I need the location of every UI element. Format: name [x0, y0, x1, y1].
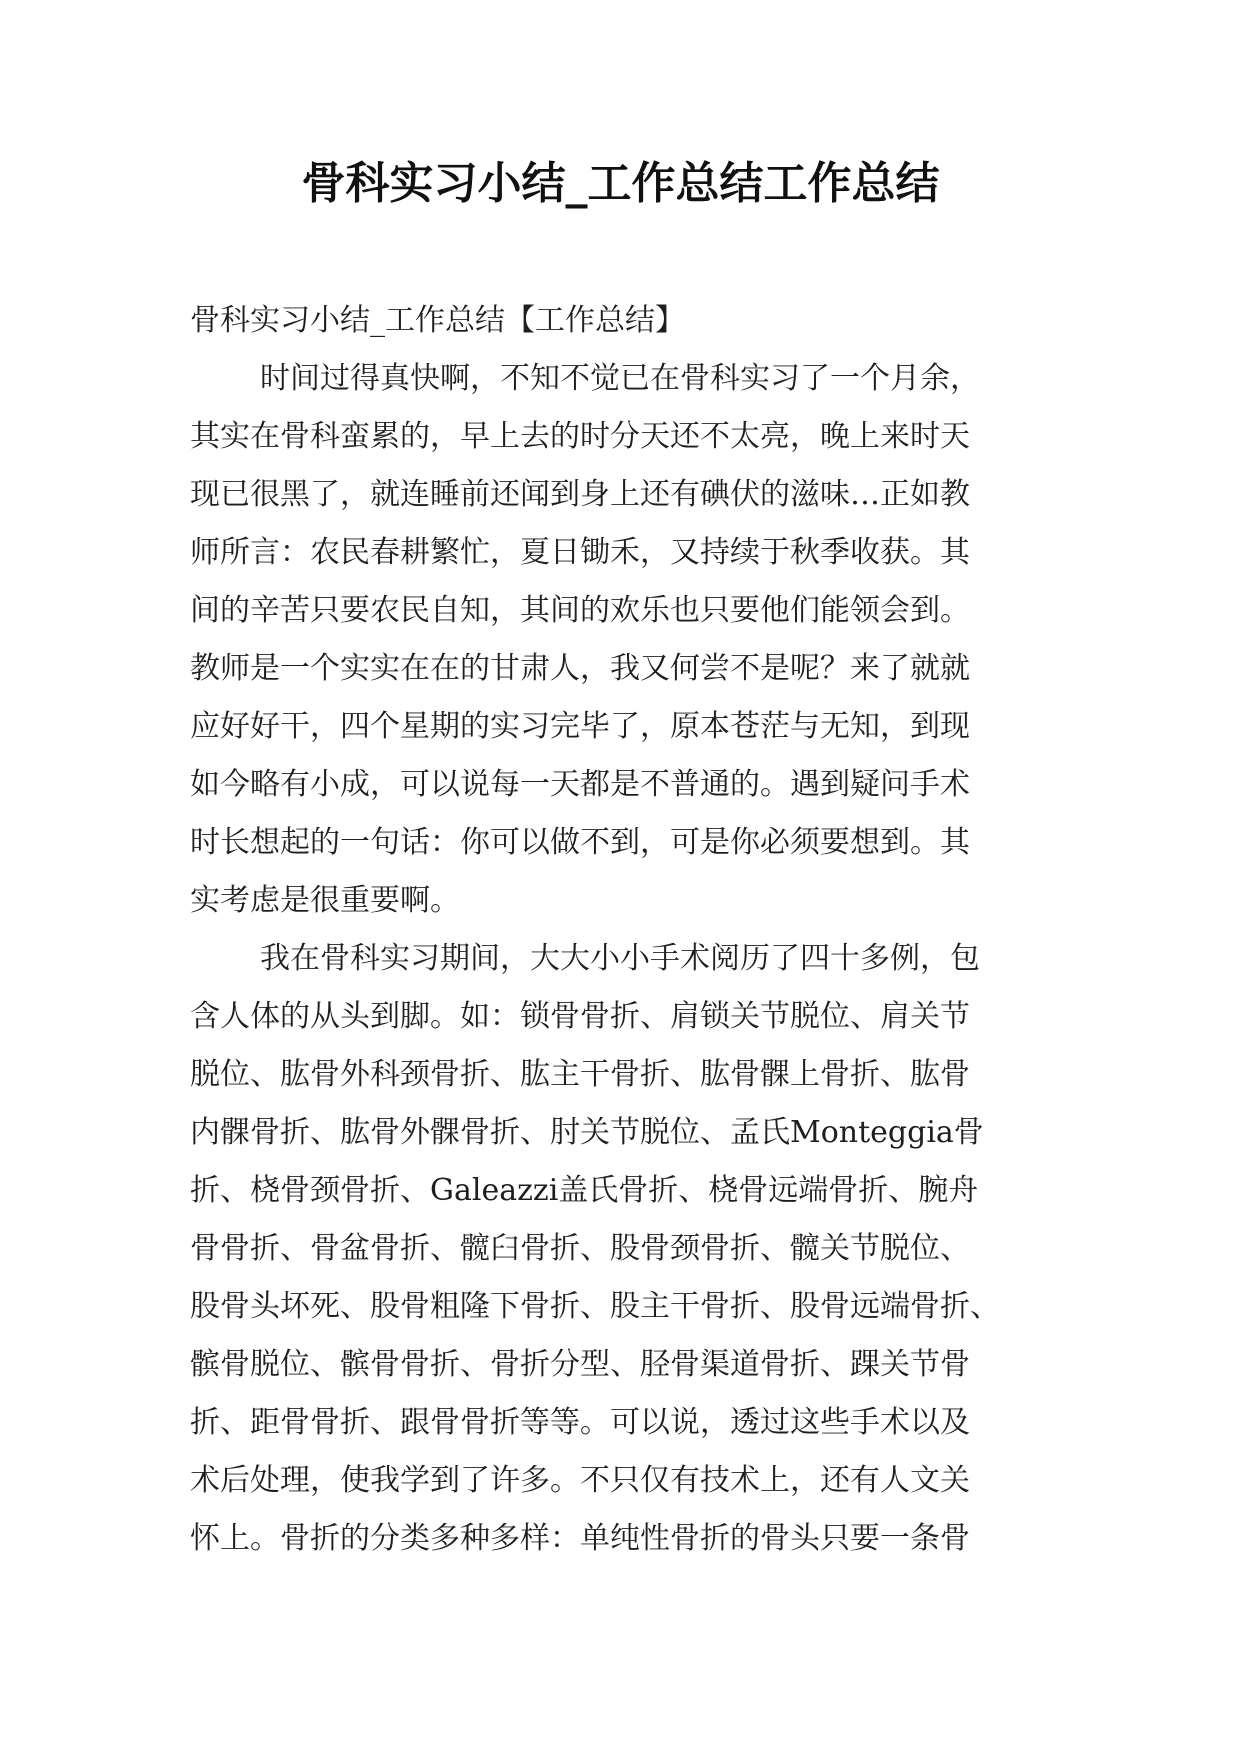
paragraph-1-line-4: 师所言：农民春耕繁忙，夏日锄禾，又持续于秋季收获。其 [190, 535, 970, 570]
paragraph-2-line-5: 折、桡骨颈骨折、Galeazzi盖氏骨折、桡骨远端骨折、腕舟 [190, 1173, 979, 1208]
paragraph-2-line-1: 我在骨科实习期间，大大小小手术阅历了四十多例，包 [260, 941, 980, 976]
paragraph-1-line-6: 教师是一个实实在在的甘肃人，我又何尝不是呢？来了就就 [190, 651, 970, 686]
paragraph-2-line-10: 术后处理，使我学到了许多。不只仅有技术上，还有人文关 [190, 1463, 970, 1498]
paragraph-2-line-2: 含人体的从头到脚。如：锁骨骨折、肩锁关节脱位、肩关节 [190, 999, 970, 1034]
subtitle-line: 骨科实习小结_工作总结【工作总结】 [190, 303, 685, 338]
paragraph-2-line-11: 怀上。骨折的分类多种多样：单纯性骨折的骨头只要一条骨 [190, 1521, 970, 1556]
paragraph-1-line-5: 间的辛苦只要农民自知，其间的欢乐也只要他们能领会到。 [190, 593, 970, 628]
paragraph-2-line-9: 折、距骨骨折、跟骨骨折等等。可以说，透过这些手术以及 [190, 1405, 970, 1440]
paragraph-1-line-10: 实考虑是很重要啊。 [190, 883, 460, 918]
paragraph-1-line-1: 时间过得真快啊，不知不觉已在骨科实习了一个月余， [260, 361, 980, 396]
paragraph-1-line-9: 时长想起的一句话：你可以做不到，可是你必须要想到。其 [190, 825, 970, 860]
paragraph-2-line-6: 骨骨折、骨盆骨折、髋臼骨折、股骨颈骨折、髋关节脱位、 [190, 1231, 970, 1266]
document-title: 骨科实习小结_工作总结工作总结 [301, 158, 940, 209]
paragraph-1-line-3: 现已很黑了，就连睡前还闻到身上还有碘伏的滋味…正如教 [190, 477, 970, 512]
paragraph-2-line-8: 髌骨脱位、髌骨骨折、骨折分型、胫骨渠道骨折、踝关节骨 [190, 1347, 970, 1382]
paragraph-1-line-2: 其实在骨科蛮累的，早上去的时分天还不太亮，晚上来时天 [190, 419, 970, 454]
paragraph-2-line-4: 内髁骨折、肱骨外髁骨折、肘关节脱位、孟氏Monteggia骨 [190, 1115, 984, 1150]
paragraph-1-line-7: 应好好干，四个星期的实习完毕了，原本苍茫与无知，到现 [190, 709, 970, 744]
paragraph-2-line-3: 脱位、肱骨外科颈骨折、肱主干骨折、肱骨髁上骨折、肱骨 [190, 1057, 970, 1092]
document-body [190, 292, 1052, 1568]
paragraph-2-line-7: 股骨头坏死、股骨粗隆下骨折、股主干骨折、股骨远端骨折、 [190, 1289, 1000, 1324]
paragraph-1-line-8: 如今略有小成，可以说每一天都是不普通的。遇到疑问手术 [190, 767, 970, 802]
